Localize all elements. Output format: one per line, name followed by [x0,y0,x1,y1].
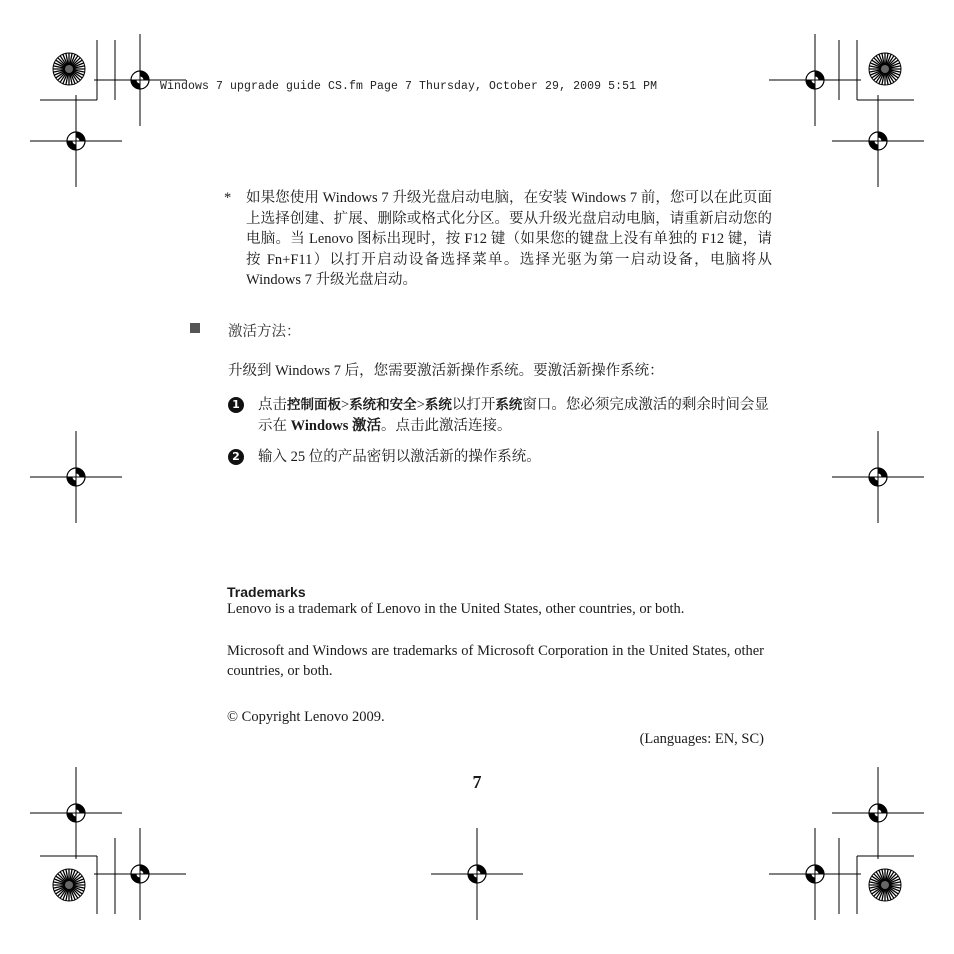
boot-note [226,188,772,291]
copyright-line: © Copyright Lenovo 2009. [227,709,385,725]
section-intro: 升级到 Windows 7 后，您需要激活新操作系统。要激活新操作系统： [228,363,664,379]
system-security-label: 系统和安全 [349,397,417,413]
trademark-lenovo: Lenovo is a trademark of Lenovo in the United States, other countries, or both. [227,601,685,617]
step-1-text-part: > [416,397,425,413]
section-bullet-icon [190,323,200,333]
step-2-text: 输入 25 位的产品密钥以激活新的操作系统。 [258,449,541,465]
file-header: Windows 7 upgrade guide CS.fm Page 7 Thursday, October 29, 2009 5:51 PM [160,80,658,93]
trademarks-title: Trademarks [227,584,306,600]
step-1-text-part: > [341,397,350,413]
step-1-text-part: 点击 [258,397,287,413]
step-1-text-part: 以打开 [451,397,496,413]
step-1-text [258,395,773,437]
step-number-2: 2 [228,449,244,465]
step-1-text-part: 。点击此激活连接。 [381,418,512,434]
languages-line: (Languages: EN, SC) [639,731,764,747]
footnote-asterisk: * [224,190,232,206]
step-1-text-part: 窗口。您必须完成激活的剩余时间会显示在 [258,397,769,434]
system-window-label: 系统 [495,397,523,413]
page-number: 7 [472,772,482,792]
step-1 [228,395,773,437]
control-panel-label: 控制面板 [287,397,341,413]
system-label: 系统 [424,397,452,413]
step-number-1: 1 [228,397,244,413]
trademark-microsoft: Microsoft and Windows are trademarks of Microsoft Corporation in the United States, other countries, or both. [227,643,764,679]
step-2 [228,447,773,468]
section-title: 激活方法： [228,324,301,340]
windows-activation-label: Windows 激活 [290,418,382,434]
boot-note-text: 如果您使用 Windows 7 升级光盘启动电脑，在安装 Windows 7 前，您可以在此页面上选择创建、扩展、删除或格式化分区。要从升级光盘启动电脑，请重新启动您的电脑。当 Lenovo 图标出现时，按 F12 键（如果您的键盘上没有单独的 F12 键，请按 Fn+F11）以打开启动设备选择菜单。选择光驱为第一启动设备，电脑将从 Windows 7 升级光盘启动。 [246,190,772,288]
